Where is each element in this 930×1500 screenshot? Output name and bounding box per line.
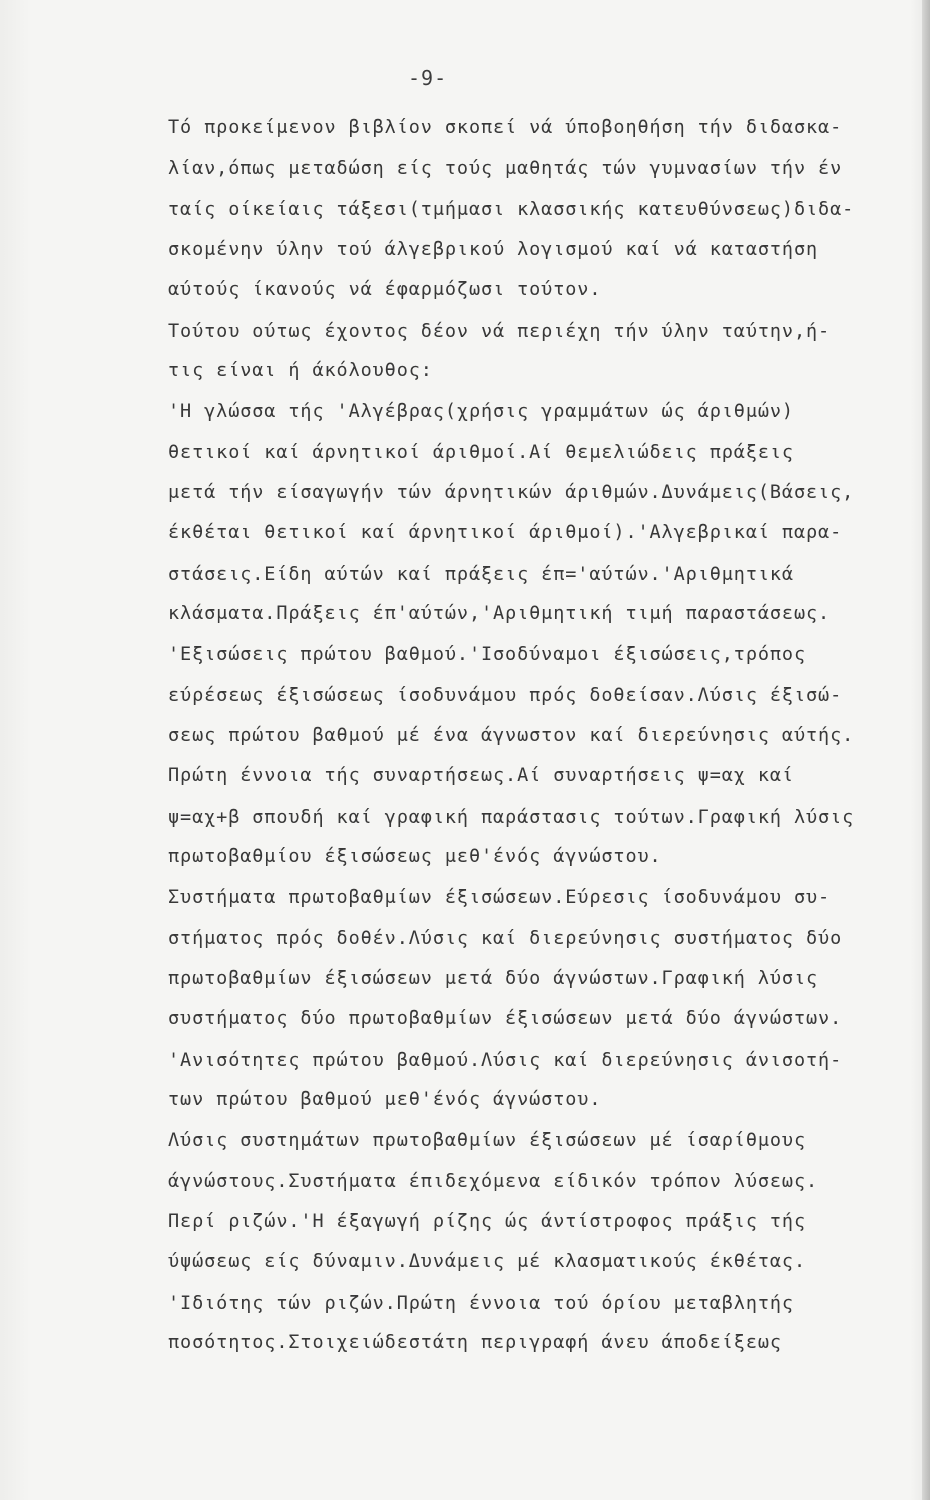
text-line: 'Ιδιότης τών ριζών.Πρώτη έννοια τού όρίου μεταβλητής bbox=[168, 1292, 794, 1314]
text-line: συστήματος δύο πρωτοβαθμίων έξισώσεων μετά δύο άγνώστων. bbox=[168, 1008, 843, 1029]
text-line: στάσεις.Είδη αύτών καί πράξεις έπ='αύτών.'Αριθμητικά bbox=[168, 563, 794, 585]
text-line: Πρώτη έννοια τής συναρτήσεως.Αί συναρτήσεις ψ=αχ καί bbox=[168, 765, 794, 786]
text-line: τις είναι ή άκόλουθος: bbox=[168, 360, 433, 381]
text-line: θετικοί καί άρνητικοί άριθμοί.Αί θεμελιώδεις πράξεις bbox=[168, 442, 794, 463]
text-line: 'Ανισότητες πρώτου βαθμού.Λύσις καί διερεύνησις άνισοτή- bbox=[168, 1049, 843, 1071]
text-line: σεως πρώτου βαθμού μέ ένα άγνωστον καί διερεύνησις αύτής. bbox=[168, 724, 855, 746]
text-line: Τούτου ούτως έχοντος δέον νά περιέχη τήν ύλην ταύτην,ή- bbox=[168, 320, 831, 342]
text-line: άγνώστους.Συστήματα έπιδεχόμενα είδικόν τρόπον λύσεως. bbox=[168, 1171, 819, 1192]
text-line: αύτούς ίκανούς νά έφαρμόζωσι τούτον. bbox=[168, 279, 602, 300]
text-line: πρωτοβαθμίου έξισώσεως μεθ'ένός άγνώστου. bbox=[168, 846, 662, 867]
page-number: -9- bbox=[408, 66, 448, 90]
text-line: Συστήματα πρωτοβαθμίων έξισώσεων.Εύρεσις ίσοδυνάμου συ- bbox=[168, 886, 831, 908]
text-line: έκθέται θετικοί καί άρνητικοί άριθμοί).'Αλγεβρικαί παρα- bbox=[168, 522, 843, 543]
text-line: μετά τήν είσαγωγήν τών άρνητικών άριθμών.Δυνάμεις(Βάσεις, bbox=[168, 481, 855, 503]
text-line: Τό προκείμενον βιβλίον σκοπεί νά ύποβοηθήση τήν διδασκα- bbox=[168, 117, 843, 138]
text-line: σκομένην ύλην τού άλγεβρικού λογισμού καί νά καταστήση bbox=[168, 238, 819, 260]
body-text bbox=[168, 108, 908, 1364]
text-line: ποσότητος.Στοιχειώδεστάτη περιγραφή άνευ άποδείξεως bbox=[168, 1332, 782, 1353]
text-line: ύψώσεως είς δύναμιν.Δυνάμεις μέ κλασματικούς έκθέτας. bbox=[168, 1251, 807, 1272]
text-line: Λύσις συστημάτων πρωτοβαθμίων έξισώσεων μέ ίσαρίθμους bbox=[168, 1129, 807, 1151]
text-line: λίαν,όπως μεταδώση είς τούς μαθητάς τών γυμνασίων τήν έν bbox=[168, 157, 843, 179]
text-line: ταίς οίκείαις τάξεσι(τμήμασι κλασσικής κατευθύνσεως)διδα- bbox=[168, 199, 855, 220]
text-line: 'Εξισώσεις πρώτου βαθμού.'Ισοδύναμοι έξισώσεις,τρόπος bbox=[168, 643, 807, 665]
text-line: κλάσματα.Πράξεις έπ'αύτών,'Αριθμητική τιμή παραστάσεως. bbox=[168, 603, 831, 624]
text-line: 'Η γλώσσα τής 'Αλγέβρας(χρήσις γραμμάτων ώς άριθμών) bbox=[168, 400, 794, 422]
text-line: Περί ριζών.'Η έξαγωγή ρίζης ώς άντίστροφος πράξις τής bbox=[168, 1210, 807, 1232]
page-edge-shadow bbox=[922, 0, 930, 1500]
text-line: ψ=αχ+β σπουδή καί γραφική παράστασις τούτων.Γραφική λύσις bbox=[168, 806, 855, 828]
text-line: εύρέσεως έξισώσεως ίσοδυνάμου πρός δοθείσαν.Λύσις έξισώ- bbox=[168, 685, 843, 706]
text-line: πρωτοβαθμίων έξισώσεων μετά δύο άγνώστων.Γραφική λύσις bbox=[168, 967, 819, 989]
text-line: στήματος πρός δοθέν.Λύσις καί διερεύνησις συστήματος δύο bbox=[168, 928, 843, 949]
text-line: των πρώτου βαθμού μεθ'ένός άγνώστου. bbox=[168, 1089, 602, 1110]
